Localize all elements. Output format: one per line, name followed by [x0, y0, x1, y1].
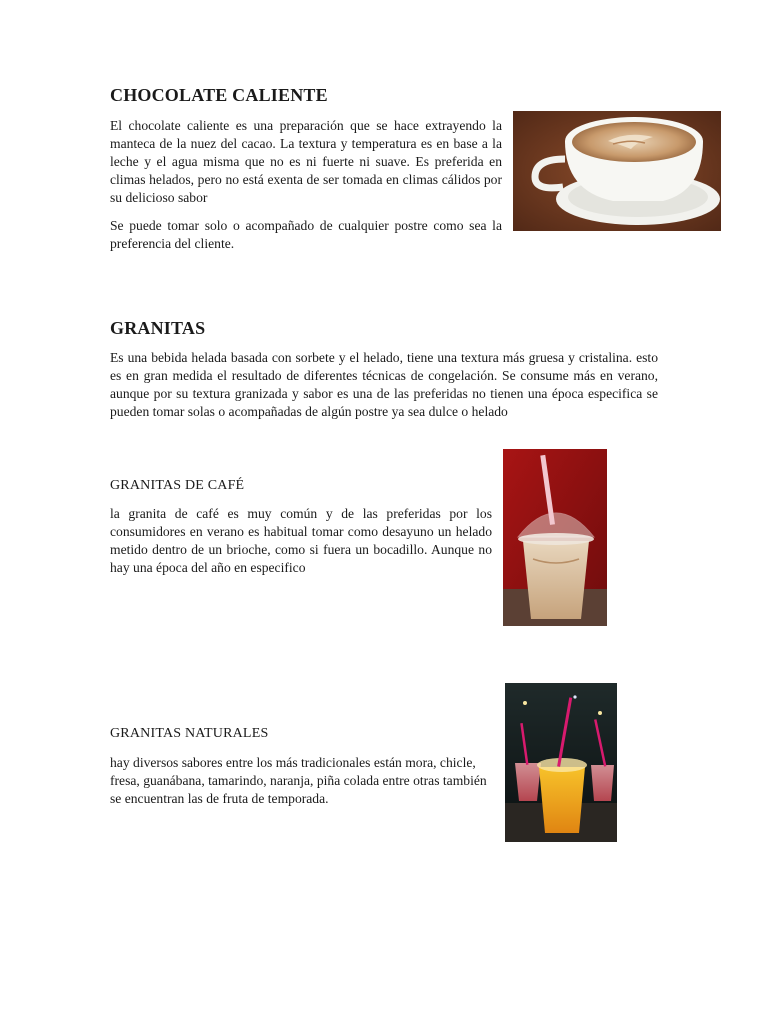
- natural-granitas-photo: [505, 683, 617, 842]
- granitas-paragraph: Es una bebida helada basada con sorbete y el helado, tiene una textura más gruesa y cristalina. esto es en gran medida el resultado de diferentes técnicas de congelación. Se consume más en verano, aunque por su textura granizada y sabor es una de las preferidas no tienen una época especifica se pueden tomar solas o acompañadas de algún postre ya sea dulce o helado: [110, 350, 658, 419]
- section-title-granitas: GRANITAS: [110, 318, 206, 338]
- subsection-title-naturales: GRANITAS NATURALES: [110, 726, 269, 741]
- naturales-paragraph: hay diversos sabores entre los más tradicionales están mora, chicle, fresa, guanábana, tamarindo, naranja, piña colada entre otras también se encuentran las de fruta de temporada.: [110, 755, 487, 806]
- subsection-title-cafe: GRANITAS DE CAFÉ: [110, 478, 245, 493]
- hot-chocolate-photo: [513, 111, 721, 231]
- coffee-granita-photo: [503, 449, 607, 626]
- chocolate-paragraph-1: El chocolate caliente es una preparación que se hace extrayendo la manteca de la nuez del cacao. La textura y temperatura es en base a la leche y el agua misma que no es ni fuerte ni suave. Es preferida en climas helados, pero no está exenta de ser tomada en climas cálidos por su delicioso sabor: [110, 118, 502, 205]
- cafe-paragraph: la granita de café es muy común y de las preferidas por los consumidores en verano es habitual tomar como desayuno un helado metido dentro de un brioche, como si fuera un bocadillo. Aunque no hay una época del año en especifico: [110, 506, 492, 575]
- section-title-chocolate: CHOCOLATE CALIENTE: [110, 85, 328, 105]
- chocolate-paragraph-2: Se puede tomar solo o acompañado de cualquier postre como sea la preferencia del cliente.: [110, 218, 502, 251]
